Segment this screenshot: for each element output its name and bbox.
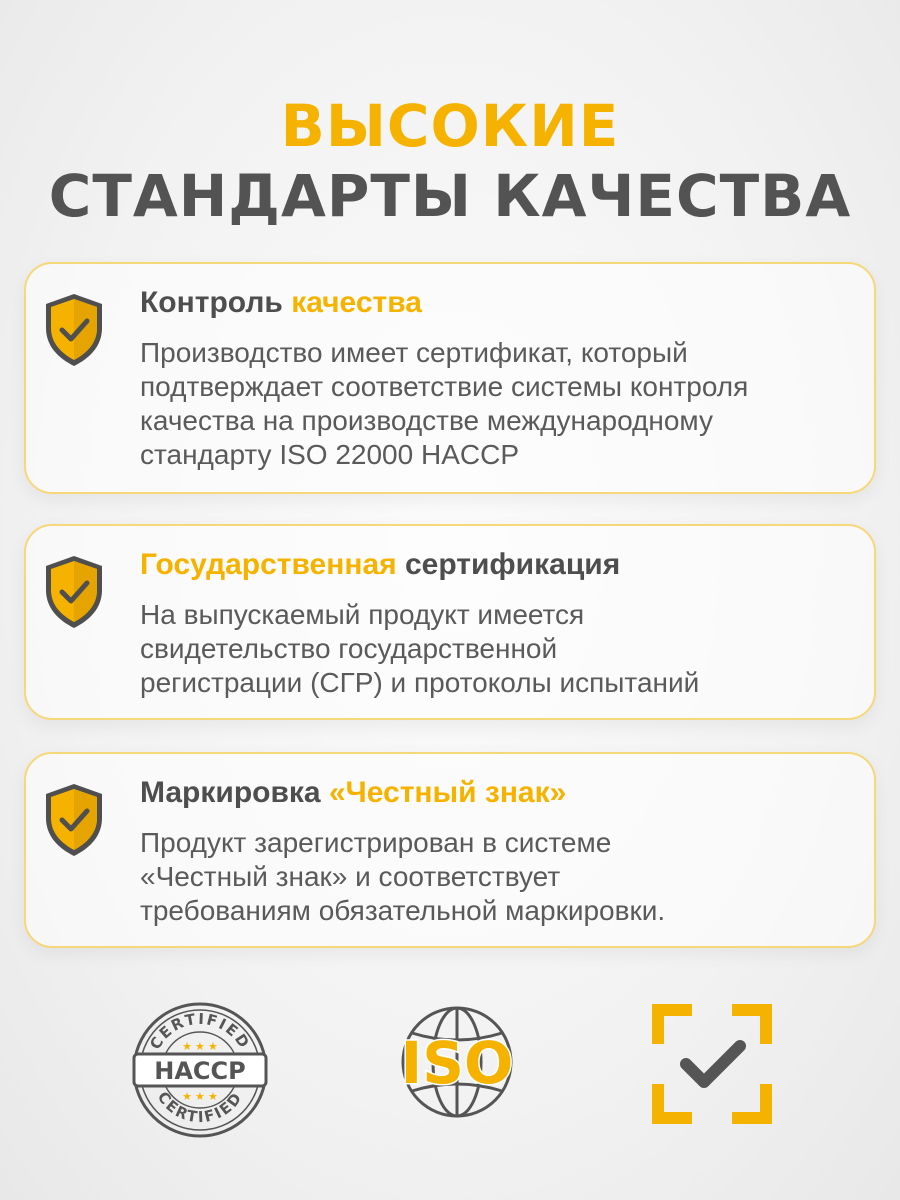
svg-text:★ ★ ★: ★ ★ ★ xyxy=(182,1041,218,1053)
card-title: Контроль качества xyxy=(140,286,422,319)
svg-text:CERTIFIED: CERTIFIED xyxy=(146,1009,254,1053)
title-line-1: ВЫСОКИЕ xyxy=(280,92,620,160)
svg-text:CERTIFIED: CERTIFIED xyxy=(153,1088,247,1127)
card-description: Продукт зарегистрирован в системе «Честный знак» и соответствует требованиям обязательной маркировки. xyxy=(140,827,666,926)
svg-text:HACCP: HACCP xyxy=(154,1057,246,1085)
marking-card xyxy=(24,752,876,948)
haccp-certified-badge xyxy=(130,1000,270,1140)
card-title: Маркировка «Честный знак» xyxy=(140,776,567,809)
frame-check-icon xyxy=(650,1002,774,1126)
shield-check-icon xyxy=(42,292,106,368)
shield-check-icon xyxy=(42,782,106,858)
svg-text:ISO: ISO xyxy=(400,1029,514,1097)
iso-globe-badge xyxy=(382,1003,532,1121)
card-description: На выпускаемый продукт имеется свидетельство государственной регистрации (СГР) и протоколы испытаний xyxy=(140,599,700,698)
card-title: Государственная сертификация xyxy=(140,548,621,581)
title-line-2: СТАНДАРТЫ КАЧЕСТВА xyxy=(48,162,852,230)
svg-text:★ ★ ★: ★ ★ ★ xyxy=(182,1091,218,1103)
quality-control-card xyxy=(24,262,876,494)
state-certification-card xyxy=(24,524,876,720)
card-description: Производство имеет сертификат, который подтверждает соответствие системы контроля качества на производстве международному стандарту ISO 22000 HACCP xyxy=(140,337,749,470)
shield-check-icon xyxy=(42,554,106,630)
